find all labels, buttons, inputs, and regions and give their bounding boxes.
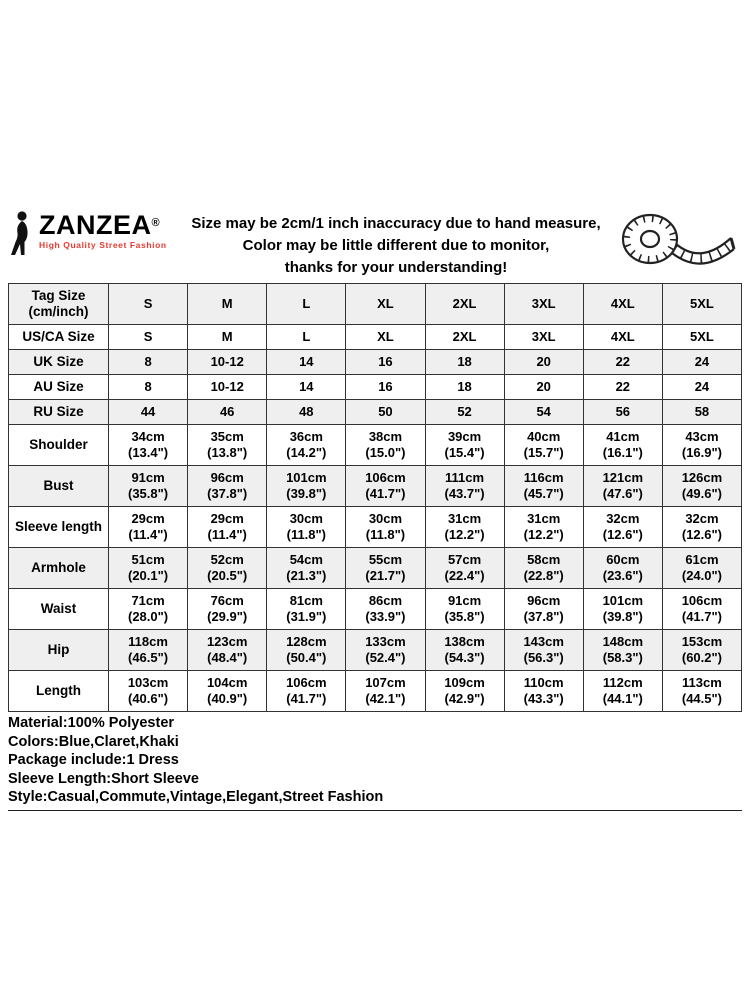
notice-line: Color may be little different due to monitor, — [242, 237, 550, 254]
table-row — [9, 284, 742, 325]
size-cell: 110cm (43.3") — [504, 671, 583, 712]
size-cell: 34cm (13.4") — [109, 425, 188, 466]
size-cell: 71cm (28.0") — [109, 589, 188, 630]
size-cell: 48 — [267, 400, 346, 425]
size-cell: 101cm (39.8") — [267, 466, 346, 507]
size-cell: 55cm (21.7") — [346, 548, 425, 589]
size-cell: 41cm (16.1") — [583, 425, 662, 466]
table-row — [9, 671, 742, 712]
size-cell: XL — [346, 284, 425, 325]
size-cell: 57cm (22.4") — [425, 548, 504, 589]
size-cell: S — [109, 284, 188, 325]
brand-logo — [8, 205, 180, 257]
size-cell: 2XL — [425, 284, 504, 325]
notice-line: thanks for your understanding! — [284, 259, 508, 276]
size-cell: 58cm (22.8") — [504, 548, 583, 589]
size-cell: 24 — [662, 375, 741, 400]
size-cell: 3XL — [504, 284, 583, 325]
size-cell: 112cm (44.1") — [583, 671, 662, 712]
size-cell: 8 — [109, 350, 188, 375]
size-cell: 126cm (49.6") — [662, 466, 741, 507]
row-label: Shoulder — [9, 425, 109, 466]
woman-figure-icon — [8, 211, 36, 257]
size-cell: 123cm (48.4") — [188, 630, 267, 671]
row-label: Bust — [9, 466, 109, 507]
row-label: Waist — [9, 589, 109, 630]
size-cell: 31cm (12.2") — [504, 507, 583, 548]
brand-name-text: ZANZEA — [39, 210, 152, 240]
size-cell: 32cm (12.6") — [662, 507, 741, 548]
table-row — [9, 400, 742, 425]
size-cell: L — [267, 284, 346, 325]
size-cell: 30cm (11.8") — [267, 507, 346, 548]
brand-text — [39, 211, 167, 250]
size-cell: 18 — [425, 375, 504, 400]
table-row — [9, 325, 742, 350]
size-cell: 32cm (12.6") — [583, 507, 662, 548]
registered-mark: ® — [151, 217, 161, 229]
size-cell: 14 — [267, 350, 346, 375]
size-cell: 116cm (45.7") — [504, 466, 583, 507]
size-cell: 91cm (35.8") — [109, 466, 188, 507]
size-cell: L — [267, 325, 346, 350]
size-cell: 20 — [504, 375, 583, 400]
package-line: Package include:1 Dress — [8, 752, 179, 768]
size-cell: 54cm (21.3") — [267, 548, 346, 589]
size-cell: 5XL — [662, 284, 741, 325]
size-cell: 121cm (47.6") — [583, 466, 662, 507]
size-table — [8, 283, 742, 712]
size-cell: 2XL — [425, 325, 504, 350]
size-cell: 5XL — [662, 325, 741, 350]
row-label: Length — [9, 671, 109, 712]
size-cell: 31cm (12.2") — [425, 507, 504, 548]
size-cell: 20 — [504, 350, 583, 375]
table-row — [9, 630, 742, 671]
size-cell: 143cm (56.3") — [504, 630, 583, 671]
size-cell: 52 — [425, 400, 504, 425]
size-cell: 46 — [188, 400, 267, 425]
size-cell: M — [188, 284, 267, 325]
size-cell: 50 — [346, 400, 425, 425]
size-cell: 104cm (40.9") — [188, 671, 267, 712]
table-row — [9, 589, 742, 630]
size-cell: 111cm (43.7") — [425, 466, 504, 507]
table-row — [9, 375, 742, 400]
size-cell: 133cm (52.4") — [346, 630, 425, 671]
size-cell: 22 — [583, 375, 662, 400]
row-label: US/CA Size — [9, 325, 109, 350]
row-label: Tag Size (cm/inch) — [9, 284, 109, 325]
row-label: RU Size — [9, 400, 109, 425]
size-cell: 101cm (39.8") — [583, 589, 662, 630]
table-row — [9, 507, 742, 548]
brand-name — [39, 211, 167, 239]
size-cell: 4XL — [583, 325, 662, 350]
size-cell: 81cm (31.9") — [267, 589, 346, 630]
size-cell: 113cm (44.5") — [662, 671, 741, 712]
size-cell: 4XL — [583, 284, 662, 325]
size-cell: 10-12 — [188, 350, 267, 375]
size-cell: 29cm (11.4") — [188, 507, 267, 548]
size-cell: 106cm (41.7") — [662, 589, 741, 630]
size-cell: 10-12 — [188, 375, 267, 400]
size-cell: 16 — [346, 350, 425, 375]
header — [8, 205, 742, 279]
size-cell: 44 — [109, 400, 188, 425]
size-cell: 106cm (41.7") — [267, 671, 346, 712]
size-cell: 54 — [504, 400, 583, 425]
brand-tagline: High Quality Street Fashion — [39, 240, 167, 250]
size-cell: 51cm (20.1") — [109, 548, 188, 589]
size-cell: 36cm (14.2") — [267, 425, 346, 466]
size-cell: 60cm (23.6") — [583, 548, 662, 589]
size-cell: 58 — [662, 400, 741, 425]
size-cell: 18 — [425, 350, 504, 375]
size-cell: 138cm (54.3") — [425, 630, 504, 671]
size-cell: 39cm (15.4") — [425, 425, 504, 466]
size-cell: 35cm (13.8") — [188, 425, 267, 466]
size-cell: 8 — [109, 375, 188, 400]
size-table-body — [9, 284, 742, 712]
product-details — [8, 714, 742, 811]
sleeve-length-line: Sleeve Length:Short Sleeve — [8, 770, 199, 787]
size-cell: 38cm (15.0") — [346, 425, 425, 466]
colors-line: Colors:Blue,Claret,Khaki — [8, 733, 179, 750]
size-cell: 24 — [662, 350, 741, 375]
size-cell: 107cm (42.1") — [346, 671, 425, 712]
size-cell: 153cm (60.2") — [662, 630, 741, 671]
size-cell: S — [109, 325, 188, 350]
row-label: AU Size — [9, 375, 109, 400]
measuring-tape-icon — [612, 205, 742, 277]
notice-line: Size may be 2cm/1 inch inaccuracy due to hand measure, — [191, 215, 601, 232]
size-cell: 30cm (11.8") — [346, 507, 425, 548]
size-cell: 22 — [583, 350, 662, 375]
row-label: Armhole — [9, 548, 109, 589]
size-cell: XL — [346, 325, 425, 350]
table-row — [9, 425, 742, 466]
size-cell: 43cm (16.9") — [662, 425, 741, 466]
size-cell: 106cm (41.7") — [346, 466, 425, 507]
size-cell: 118cm (46.5") — [109, 630, 188, 671]
material-line: Material:100% Polyester — [8, 715, 175, 731]
row-label: Sleeve length — [9, 507, 109, 548]
size-cell: 40cm (15.7") — [504, 425, 583, 466]
size-cell: 52cm (20.5") — [188, 548, 267, 589]
size-cell: 96cm (37.8") — [504, 589, 583, 630]
size-cell: 16 — [346, 375, 425, 400]
size-cell: 76cm (29.9") — [188, 589, 267, 630]
size-cell: 86cm (33.9") — [346, 589, 425, 630]
size-cell: 29cm (11.4") — [109, 507, 188, 548]
size-cell: 128cm (50.4") — [267, 630, 346, 671]
size-cell: 96cm (37.8") — [188, 466, 267, 507]
size-cell: 61cm (24.0") — [662, 548, 741, 589]
table-row — [9, 350, 742, 375]
row-label: UK Size — [9, 350, 109, 375]
size-cell: 3XL — [504, 325, 583, 350]
size-cell: 148cm (58.3") — [583, 630, 662, 671]
size-cell: 103cm (40.6") — [109, 671, 188, 712]
row-label: Hip — [9, 630, 109, 671]
table-row — [9, 548, 742, 589]
table-row — [9, 466, 742, 507]
size-cell: 91cm (35.8") — [425, 589, 504, 630]
size-cell: 109cm (42.9") — [425, 671, 504, 712]
notice-text — [180, 205, 612, 279]
size-cell: 14 — [267, 375, 346, 400]
style-line: Style:Casual,Commute,Vintage,Elegant,Street Fashion — [8, 789, 384, 805]
size-cell: 56 — [583, 400, 662, 425]
size-cell: M — [188, 325, 267, 350]
